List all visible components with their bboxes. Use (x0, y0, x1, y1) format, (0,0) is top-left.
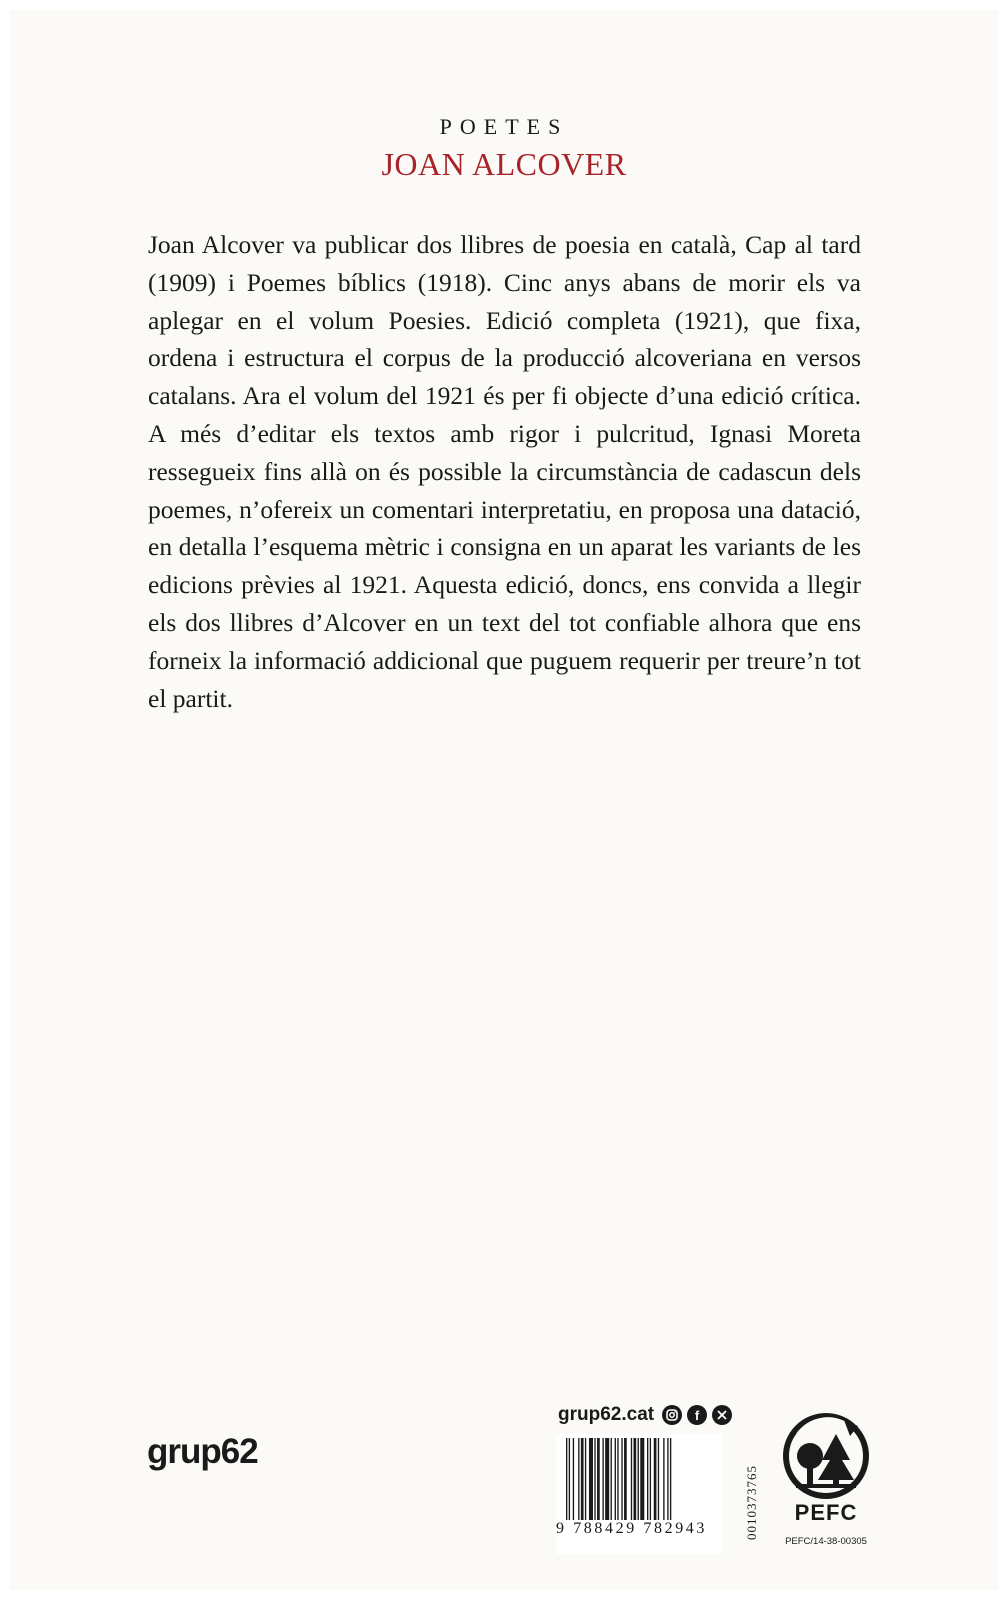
barcode-bar (663, 1438, 664, 1520)
pefc-code: PEFC/14-38-00305 (785, 1536, 867, 1547)
blurb-text: Joan Alcover va publicar dos llibres de poesia en català, Cap al tard (1909) i Poemes bíblics (1918). Cinc anys abans de morir els va aplegar en el volum Poesies. Edició completa (1921), que fixa, ordena i estructura el corpus de la producció alcoveriana en versos catalans. Ara el volum del 1921 és per fi objecte d’una edició crítica. A més d’editar els textos amb rigor i pulcritud, Ignasi Moreta ressegueix fins allà on és possible la circumstància de cadascun dels poemes, n’ofereix un comentari interpretatiu, en proposa una datació, en detalla l’esquema mètric i consigna en un aparat les variants de les edicions prèvies al 1921. Aquesta edició, doncs, ens convida a llegir els dos llibres d’Alcover en un text del tot confiable alhora que ens forneix la informació addicional que puguem requerir per treure’n tot el partit. (148, 230, 861, 713)
barcode-bar (658, 1438, 659, 1520)
barcode-bar (566, 1438, 567, 1520)
barcode-bar (585, 1438, 586, 1520)
x-icon[interactable] (712, 1405, 732, 1425)
barcode-bars (566, 1438, 712, 1520)
barcode-bar (578, 1438, 579, 1520)
barcode-bar (654, 1438, 657, 1520)
instagram-icon[interactable] (662, 1405, 682, 1425)
barcode-bar (638, 1438, 639, 1520)
facebook-icon[interactable]: f (687, 1405, 707, 1425)
barcode-bar (631, 1438, 632, 1520)
back-cover (10, 10, 998, 1590)
barcode-bar (573, 1438, 574, 1520)
barcode-bar (634, 1438, 637, 1520)
barcode-bar (624, 1438, 627, 1520)
website-row (558, 1400, 737, 1430)
internal-code: 0010373765 (744, 1465, 759, 1540)
series-title: POETES (439, 114, 569, 139)
barcode-bar (667, 1438, 668, 1520)
author-name: JOAN ALCOVER (381, 146, 627, 182)
barcode-bar (597, 1438, 600, 1520)
barcode-digits: 9 788429 782943 (556, 1520, 707, 1537)
barcode (556, 1434, 722, 1554)
barcode-bar (569, 1438, 570, 1520)
pefc-label: PEFC (794, 1500, 858, 1525)
barcode-bar (581, 1438, 584, 1520)
barcode-bar (670, 1438, 671, 1520)
website-url[interactable]: grup62.cat (558, 1404, 655, 1425)
barcode-bar (611, 1438, 612, 1520)
pefc-tree-icon (780, 1412, 872, 1500)
barcode-bar (621, 1438, 622, 1520)
blurb (148, 226, 861, 717)
barcode-bar (617, 1438, 618, 1520)
barcode-bar (602, 1438, 603, 1520)
barcode-bar (594, 1438, 595, 1520)
barcode-bar (647, 1438, 648, 1520)
barcode-bar (650, 1438, 651, 1520)
barcode-bar (640, 1438, 644, 1520)
barcode-bar (615, 1438, 616, 1520)
barcode-bar (589, 1438, 593, 1520)
publisher-logo: grup62 (147, 1432, 258, 1471)
barcode-bar (605, 1438, 609, 1520)
